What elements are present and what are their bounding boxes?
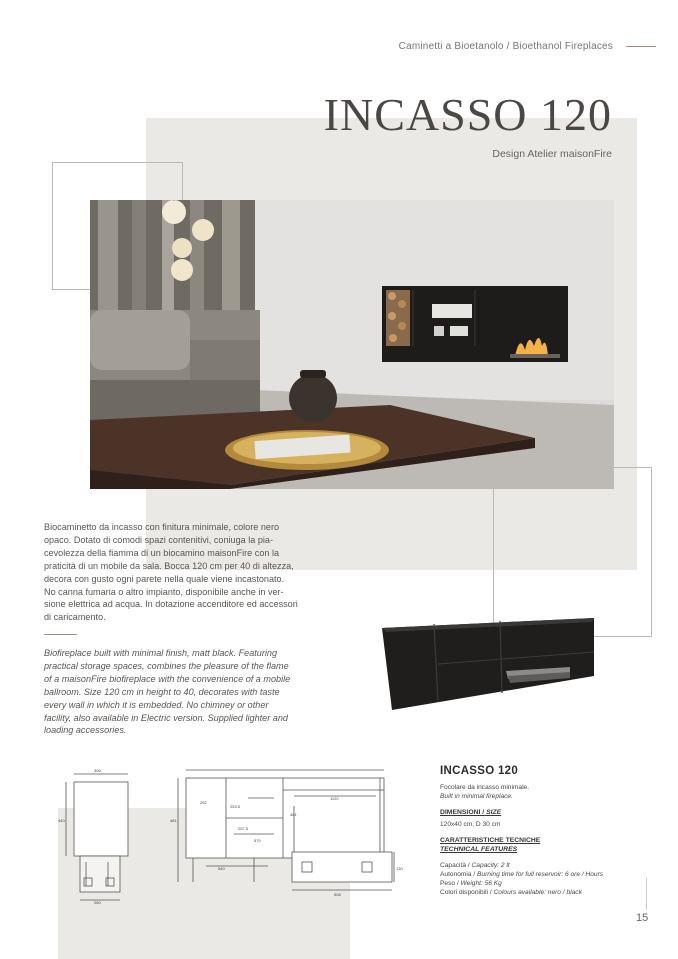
dim-bottom-width: 260 bbox=[94, 900, 101, 905]
dim-top-width: 306 bbox=[94, 768, 101, 773]
category-header: Caminetti a Bioetanolo / Bioethanol Fireplaces bbox=[398, 41, 613, 52]
section-divider bbox=[44, 634, 77, 635]
dimension-drawing bbox=[58, 766, 403, 906]
text-line: cevolezza della fiamma di un biocamino maisonFire con la bbox=[44, 547, 280, 558]
dim-inner-2: 253.5 bbox=[230, 804, 241, 809]
text-line: every wall in which it is embedded. No chimney or other bbox=[44, 699, 269, 710]
text-line: praticità di un mobile da sala. Bocca 120 cm per 40 di altezza, bbox=[44, 560, 294, 571]
text-line: decora con gusto ogni parete nella quale viene incastonato. bbox=[44, 573, 285, 584]
text-line: Biofireplace built with minimal finish, matt black. Featuring bbox=[44, 648, 277, 658]
spec-weight bbox=[440, 879, 650, 888]
spec-capacity-en: Capacity: 2 lt bbox=[471, 862, 510, 869]
spec-capacity bbox=[440, 861, 650, 870]
spec-dim-head-en: SIZE bbox=[486, 809, 502, 816]
hero-photo bbox=[90, 200, 614, 489]
dim-left-height: 440 bbox=[58, 818, 65, 823]
spec-weight-it: Peso / bbox=[440, 880, 459, 887]
spec-autonomy bbox=[440, 870, 650, 879]
spec-autonomy-en: Burning time for full reservoir: 6 ore / Hours bbox=[477, 871, 604, 878]
spec-tech-head-en: TECHNICAL FEATURES bbox=[440, 846, 518, 853]
living-room-illustration bbox=[90, 200, 614, 489]
dim-inner-3: 1120 bbox=[330, 796, 339, 801]
decorative-frame-right bbox=[493, 467, 652, 637]
dim-inner-6: 570 bbox=[254, 838, 261, 843]
spec-block bbox=[440, 765, 650, 897]
header-accent-line bbox=[626, 46, 656, 47]
text-line: di caricamento. bbox=[44, 612, 106, 623]
spec-dim-head-it: DIMENSIONI / bbox=[440, 809, 485, 816]
spec-colors-it: Colori disponibili / bbox=[440, 889, 492, 896]
dim-bottom-right: 508 bbox=[334, 892, 341, 897]
spec-colors-en: Colours available: nero / black bbox=[493, 889, 582, 896]
spec-dim-value: 120x40 cm, D 30 cm bbox=[440, 821, 501, 828]
spec-capacity-it: Capacità / bbox=[440, 862, 470, 869]
text-line: loading accessories. bbox=[44, 725, 127, 736]
spec-tech-head-it: CARATTERISTICHE TECNICHE bbox=[440, 837, 541, 844]
dim-inner-1: 292 bbox=[200, 800, 207, 805]
spec-weight-en: Weight: 56 Kg bbox=[460, 880, 502, 887]
dim-inner-4: 481 bbox=[290, 812, 297, 817]
text-line: of a maisonFire biofireplace with the convenience of a mobile bbox=[44, 673, 291, 684]
dim-right-height: 130 bbox=[396, 866, 403, 871]
product-title: INCASSO 120 bbox=[323, 89, 612, 140]
technical-drawing bbox=[58, 766, 403, 906]
text-line: No canna fumaria o altro impianto, disponibile anche in ver- bbox=[44, 586, 284, 597]
spec-type-en: Built in minimal fireplace. bbox=[440, 793, 513, 800]
page-number-line bbox=[646, 878, 647, 910]
dim-side-height: 481 bbox=[170, 818, 177, 823]
text-line: sione elettrica ad acqua. In dotazione accenditore ed accessori bbox=[44, 599, 298, 610]
spec-colors bbox=[440, 888, 650, 897]
text-line: ballroom. Size 120 cm in height to 40, decorates with taste bbox=[44, 686, 280, 697]
spec-title: INCASSO 120 bbox=[440, 765, 519, 777]
spec-dimensions-heading bbox=[440, 808, 650, 817]
text-line: facility, also available in Electric version. Supplied lighter and bbox=[44, 712, 288, 723]
description-italian bbox=[44, 521, 334, 624]
dim-inner-7: 540 bbox=[218, 866, 225, 871]
spec-autonomy-it: Autonomia / bbox=[440, 871, 476, 878]
product-image bbox=[382, 616, 596, 710]
spec-type-it: Focolare da incasso minimale. bbox=[440, 784, 530, 791]
page-number: 15 bbox=[636, 912, 649, 924]
dim-inner-5: 257.5 bbox=[238, 826, 249, 831]
designer-credit: Design Atelier maisonFire bbox=[492, 148, 612, 160]
description-english bbox=[44, 647, 336, 737]
text-line: opaco. Dotato di comodi spazi contenitivi, coniuga la pia- bbox=[44, 534, 273, 545]
text-line: Biocaminetto da incasso con finitura minimale, colore nero bbox=[44, 522, 280, 532]
fireplace-unit-illustration bbox=[382, 616, 596, 710]
text-line: practical storage spaces, combines the pleasure of the flame bbox=[44, 660, 289, 671]
